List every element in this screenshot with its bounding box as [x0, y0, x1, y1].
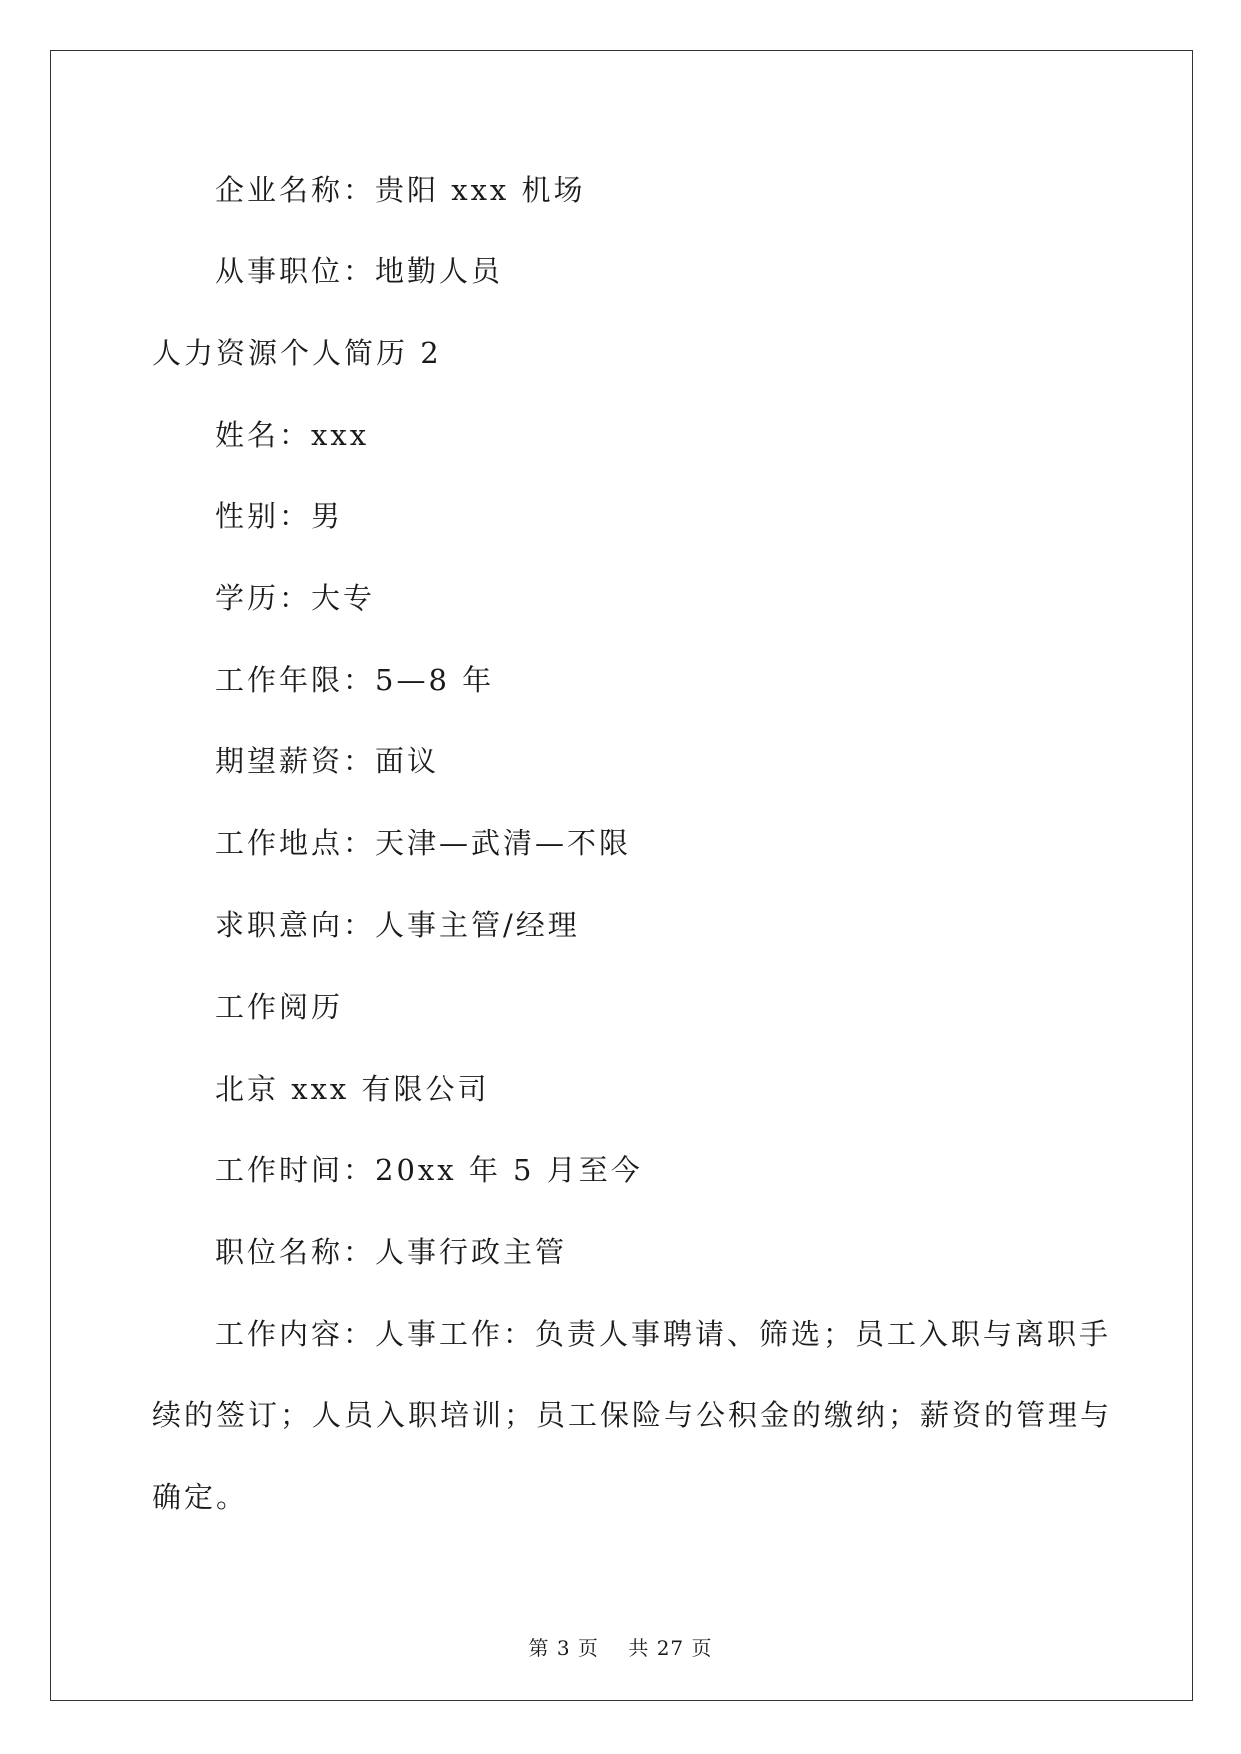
gender-line: 性别：男 [215, 499, 344, 533]
position-line: 从事职位：地勤人员 [215, 254, 504, 288]
job-content-line-1: 工作内容：人事工作：负责人事聘请、筛选；员工入职与离职手 [215, 1317, 1112, 1351]
page-border [50, 50, 1193, 1701]
page-number-footer: 第 3 页 共 27 页 [528, 1636, 713, 1660]
work-location-line: 工作地点：天津—武清—不限 [215, 826, 632, 860]
job-intention-line: 求职意向：人事主管/经理 [215, 908, 580, 942]
expected-salary-line: 期望薪资：面议 [215, 744, 440, 778]
resume-heading: 人力资源个人简历 2 [152, 336, 442, 370]
education-line: 学历：大专 [215, 581, 376, 615]
company-name-line: 企业名称：贵阳 xxx 机场 [215, 173, 586, 207]
name-line: 姓名：xxx [215, 418, 370, 452]
work-years-line: 工作年限：5—8 年 [215, 663, 495, 697]
work-experience-heading: 工作阅历 [215, 990, 344, 1024]
job-content-line-3: 确定。 [152, 1480, 249, 1514]
job-content-line-2: 续的签订；人员入职培训；员工保险与公积金的缴纳；薪资的管理与 [152, 1398, 1113, 1432]
work-time-line: 工作时间：20xx 年 5 月至今 [215, 1153, 643, 1187]
employer-line: 北京 xxx 有限公司 [215, 1072, 490, 1106]
job-title-line: 职位名称：人事行政主管 [215, 1235, 568, 1269]
